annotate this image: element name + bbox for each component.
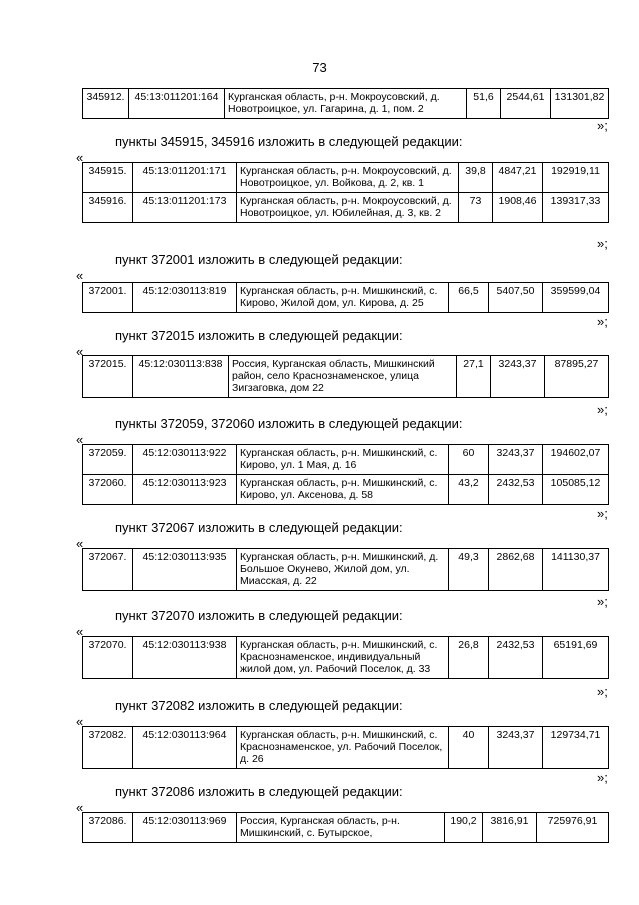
item-number: 345915. <box>83 163 133 193</box>
table-row <box>83 475 609 505</box>
rate: 3243,37 <box>489 445 543 475</box>
property-table <box>82 282 609 313</box>
table-row <box>83 89 609 119</box>
page-number: 73 <box>312 60 327 75</box>
area: 60 <box>449 445 489 475</box>
item-number: 372070. <box>83 637 133 679</box>
address: Курганская область, р-н. Мокроусовский, д. Новотроицкое, ул. Гагарина, д. 1, пом. 2 <box>225 89 467 119</box>
cadastral-number: 45:12:030113:964 <box>133 727 237 769</box>
rate: 3243,37 <box>489 727 543 769</box>
cadastral-number: 45:13:011201:173 <box>133 193 237 223</box>
rate: 2432,53 <box>489 475 543 505</box>
rate: 5407,50 <box>489 283 543 313</box>
table-row <box>83 283 609 313</box>
table-row <box>83 813 609 843</box>
open-quote: « <box>76 714 84 729</box>
table-row <box>83 727 609 769</box>
item-number: 372059. <box>83 445 133 475</box>
table-row <box>83 356 609 398</box>
rate: 3816,91 <box>483 813 537 843</box>
table-row <box>83 193 609 223</box>
address: Курганская область, р-н. Мишкинский, с. Кирово, ул. Аксенова, д. 58 <box>237 475 449 505</box>
cadastral-number: 45:12:030113:819 <box>133 283 237 313</box>
property-table <box>82 355 609 398</box>
property-table <box>82 88 609 119</box>
address: Курганская область, р-н. Мишкинский, с. Кирово, Жилой дом, ул. Кирова, д. 25 <box>237 283 449 313</box>
table-row <box>83 549 609 591</box>
close-quote: »; <box>597 314 608 329</box>
area: 27,1 <box>457 356 491 398</box>
area: 51,6 <box>467 89 501 119</box>
open-quote: « <box>76 344 84 359</box>
total-value: 359599,04 <box>543 283 609 313</box>
area: 66,5 <box>449 283 489 313</box>
cadastral-number: 45:12:030113:923 <box>133 475 237 505</box>
close-quote: »; <box>597 118 608 133</box>
table-row <box>83 163 609 193</box>
rate: 4847,21 <box>493 163 543 193</box>
area: 43,2 <box>449 475 489 505</box>
total-value: 192919,11 <box>543 163 609 193</box>
item-number: 372086. <box>83 813 133 843</box>
amendment-heading: пункт 372086 изложить в следующей редакции: <box>115 784 403 799</box>
cadastral-number: 45:12:030113:922 <box>133 445 237 475</box>
property-table <box>82 726 609 769</box>
area: 190,2 <box>445 813 483 843</box>
property-table <box>82 548 609 591</box>
address: Курганская область, р-н. Мишкинский, с. Краснознаменское, ул. Рабочий Поселок, д. 26 <box>237 727 449 769</box>
total-value: 131301,82 <box>551 89 609 119</box>
area: 39,8 <box>459 163 493 193</box>
address: Курганская область, р-н. Мишкинский, с. Краснознаменское, индивидуальный жилой дом, ул. Рабочий Поселок, д. 33 <box>237 637 449 679</box>
area: 73 <box>459 193 493 223</box>
total-value: 139317,33 <box>543 193 609 223</box>
rate: 2432,53 <box>489 637 543 679</box>
table-row <box>83 637 609 679</box>
close-quote: »; <box>597 236 608 251</box>
open-quote: « <box>76 150 84 165</box>
rate: 3243,37 <box>491 356 545 398</box>
rate: 2862,68 <box>489 549 543 591</box>
open-quote: « <box>76 536 84 551</box>
address: Курганская область, р-н. Мишкинский, д. Большое Окунево, Жилой дом, ул. Миасская, д. 22 <box>237 549 449 591</box>
close-quote: »; <box>597 770 608 785</box>
property-table <box>82 812 609 843</box>
address: Россия, Курганская область, р-н. Мишкинский, с. Бутырское, <box>237 813 445 843</box>
total-value: 129734,71 <box>543 727 609 769</box>
address: Курганская область, р-н. Мокроусовский, д. Новотроицкое, ул. Юбилейная, д. 3, кв. 2 <box>237 193 459 223</box>
amendment-heading: пункты 345915, 345916 изложить в следующей редакции: <box>115 134 463 149</box>
total-value: 105085,12 <box>543 475 609 505</box>
cadastral-number: 45:12:030113:935 <box>133 549 237 591</box>
area: 26,8 <box>449 637 489 679</box>
total-value: 65191,69 <box>543 637 609 679</box>
open-quote: « <box>76 268 84 283</box>
amendment-heading: пункт 372070 изложить в следующей редакции: <box>115 608 403 623</box>
open-quote: « <box>76 800 84 815</box>
total-value: 725976,91 <box>537 813 609 843</box>
total-value: 141130,37 <box>543 549 609 591</box>
open-quote: « <box>76 432 84 447</box>
cadastral-number: 45:13:011201:171 <box>133 163 237 193</box>
item-number: 345912. <box>83 89 129 119</box>
property-table <box>82 444 609 505</box>
rate: 1908,46 <box>493 193 543 223</box>
close-quote: »; <box>597 594 608 609</box>
amendment-heading: пункт 372067 изложить в следующей редакции: <box>115 520 403 535</box>
property-table <box>82 636 609 679</box>
area: 40 <box>449 727 489 769</box>
close-quote: »; <box>597 506 608 521</box>
cadastral-number: 45:13:011201:164 <box>129 89 225 119</box>
address: Курганская область, р-н. Мишкинский, с. Кирово, ул. 1 Мая, д. 16 <box>237 445 449 475</box>
cadastral-number: 45:12:030113:838 <box>133 356 229 398</box>
close-quote: »; <box>597 402 608 417</box>
item-number: 372067. <box>83 549 133 591</box>
item-number: 372060. <box>83 475 133 505</box>
close-quote: »; <box>597 684 608 699</box>
item-number: 345916. <box>83 193 133 223</box>
area: 49,3 <box>449 549 489 591</box>
table-row <box>83 445 609 475</box>
rate: 2544,61 <box>501 89 551 119</box>
total-value: 194602,07 <box>543 445 609 475</box>
amendment-heading: пункт 372015 изложить в следующей редакции: <box>115 328 403 343</box>
open-quote: « <box>76 624 84 639</box>
amendment-heading: пункт 372001 изложить в следующей редакции: <box>115 252 403 267</box>
cadastral-number: 45:12:030113:938 <box>133 637 237 679</box>
property-table <box>82 162 609 223</box>
cadastral-number: 45:12:030113:969 <box>133 813 237 843</box>
address: Россия, Курганская область, Мишкинский район, село Краснознаменское, улица Зигзаговка, дом 22 <box>229 356 457 398</box>
amendment-heading: пункты 372059, 372060 изложить в следующей редакции: <box>115 416 463 431</box>
item-number: 372001. <box>83 283 133 313</box>
total-value: 87895,27 <box>545 356 609 398</box>
amendment-heading: пункт 372082 изложить в следующей редакции: <box>115 698 403 713</box>
item-number: 372082. <box>83 727 133 769</box>
item-number: 372015. <box>83 356 133 398</box>
address: Курганская область, р-н. Мокроусовский, д. Новотроицкое, ул. Войкова, д. 2, кв. 1 <box>237 163 459 193</box>
